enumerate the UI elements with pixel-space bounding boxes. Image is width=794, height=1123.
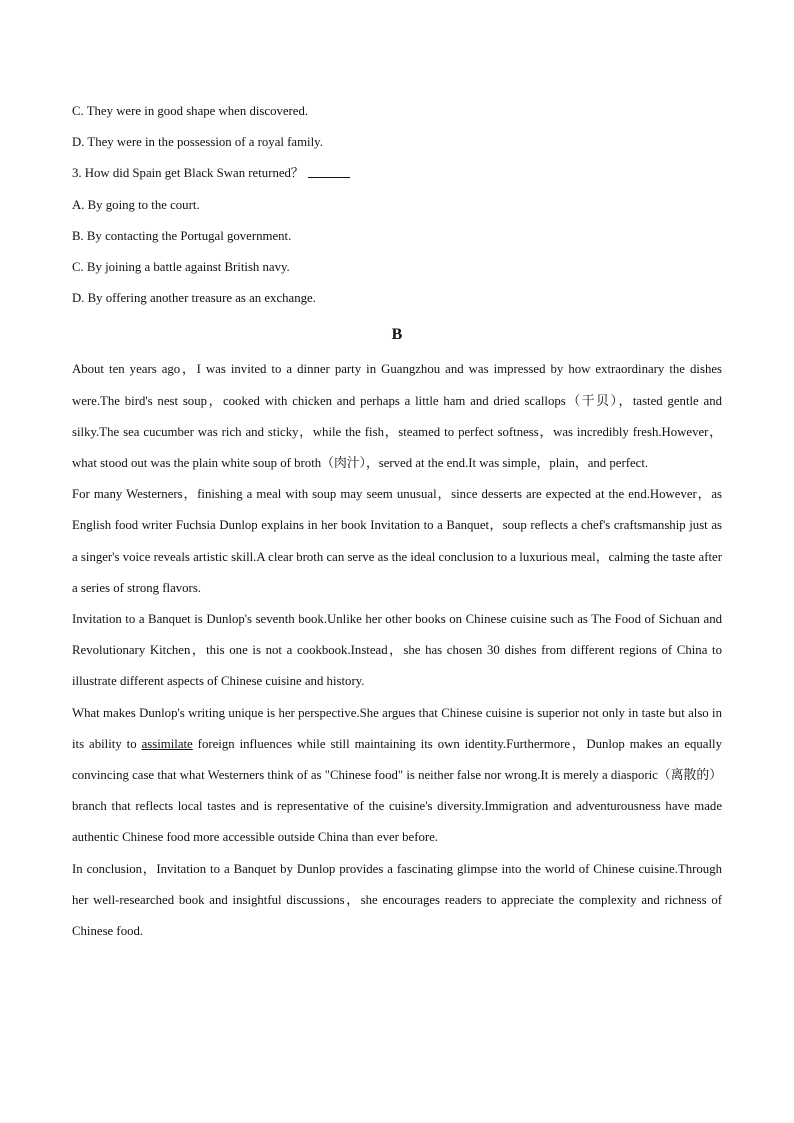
para4-before: What makes Dunlop's writing unique is her perspective.She argues that Chinese cuisine is superior not only in taste but also in its ability to <box>72 705 722 751</box>
q2-option-c: C. They were in good shape when discovered. <box>72 104 309 118</box>
passage-paragraph-2: For many Westerners，finishing a meal with soup may seem unusual，since desserts are expected at the end.However，as English food writer Fuchsia Dunlop explains in her book Invitation to a Banquet，soup reflects a chef's craftsmanship just as a singer's voice reveals artistic skill.A clear broth can serve as the ideal conclusion to a luxurious meal，calming the taste after a series of strong flavors. <box>72 487 722 595</box>
passage-paragraph-1: About ten years ago，I was invited to a dinner party in Guangzhou and was impressed by how extraordinary the dishes were.The bird's nest soup，cooked with chicken and perhaps a little ham and dried scallops（干贝），tasted gentle and silky.The sea cucumber was rich and sticky，while the fish，steamed to perfect softness，was incredibly fresh.However，what stood out was the plain white soup of broth（肉汁），served at the end.It was simple，plain，and perfect. <box>72 362 722 471</box>
passage-paragraph-3: Invitation to a Banquet is Dunlop's seventh book.Unlike her other books on Chinese cuisine such as The Food of Sichuan and Revolutionary Kitchen，this one is not a cookbook.Instead，she has chosen 30 dishes from different regions of China to illustrate different aspects of Chinese cuisine and history. <box>72 612 722 689</box>
q3-option-c: C. By joining a battle against British navy. <box>72 260 290 275</box>
para4-after: foreign influences while still maintaining its own identity.Furthermore，Dunlop makes an equally convincing case that what Westerners think of as "Chinese food" is neither false nor wrong.It is merely a diasporic（离散的）branch that reflects local tastes and is representative of the cuisine's diversity.Immigration and adventurousness have made authentic Chinese food more accessible outside China than ever before. <box>72 736 722 845</box>
underlined-word: assimilate <box>141 736 193 751</box>
exam-page <box>72 96 722 947</box>
question-3-stem <box>72 158 722 189</box>
q3-option-d: D. By offering another treasure as an exchange. <box>72 291 316 306</box>
q3-option-a: A. By going to the court. <box>72 197 200 212</box>
answer-blank <box>308 165 350 178</box>
q2-option-d: D. They were in the possession of a royal family. <box>72 135 323 150</box>
section-heading: B <box>391 326 403 344</box>
question-3-text: 3. How did Spain get Black Swan returned？ <box>72 166 304 181</box>
passage-paragraph-5: In conclusion，Invitation to a Banquet by Dunlop provides a fascinating glimpse into the world of Chinese cuisine.Through her well-researched book and insightful discussions，she encourages readers to appreciate the complexity and richness of Chinese food. <box>72 861 722 939</box>
q3-option-b: B. By contacting the Portugal government. <box>72 228 292 243</box>
passage-paragraph-4 <box>72 698 722 854</box>
